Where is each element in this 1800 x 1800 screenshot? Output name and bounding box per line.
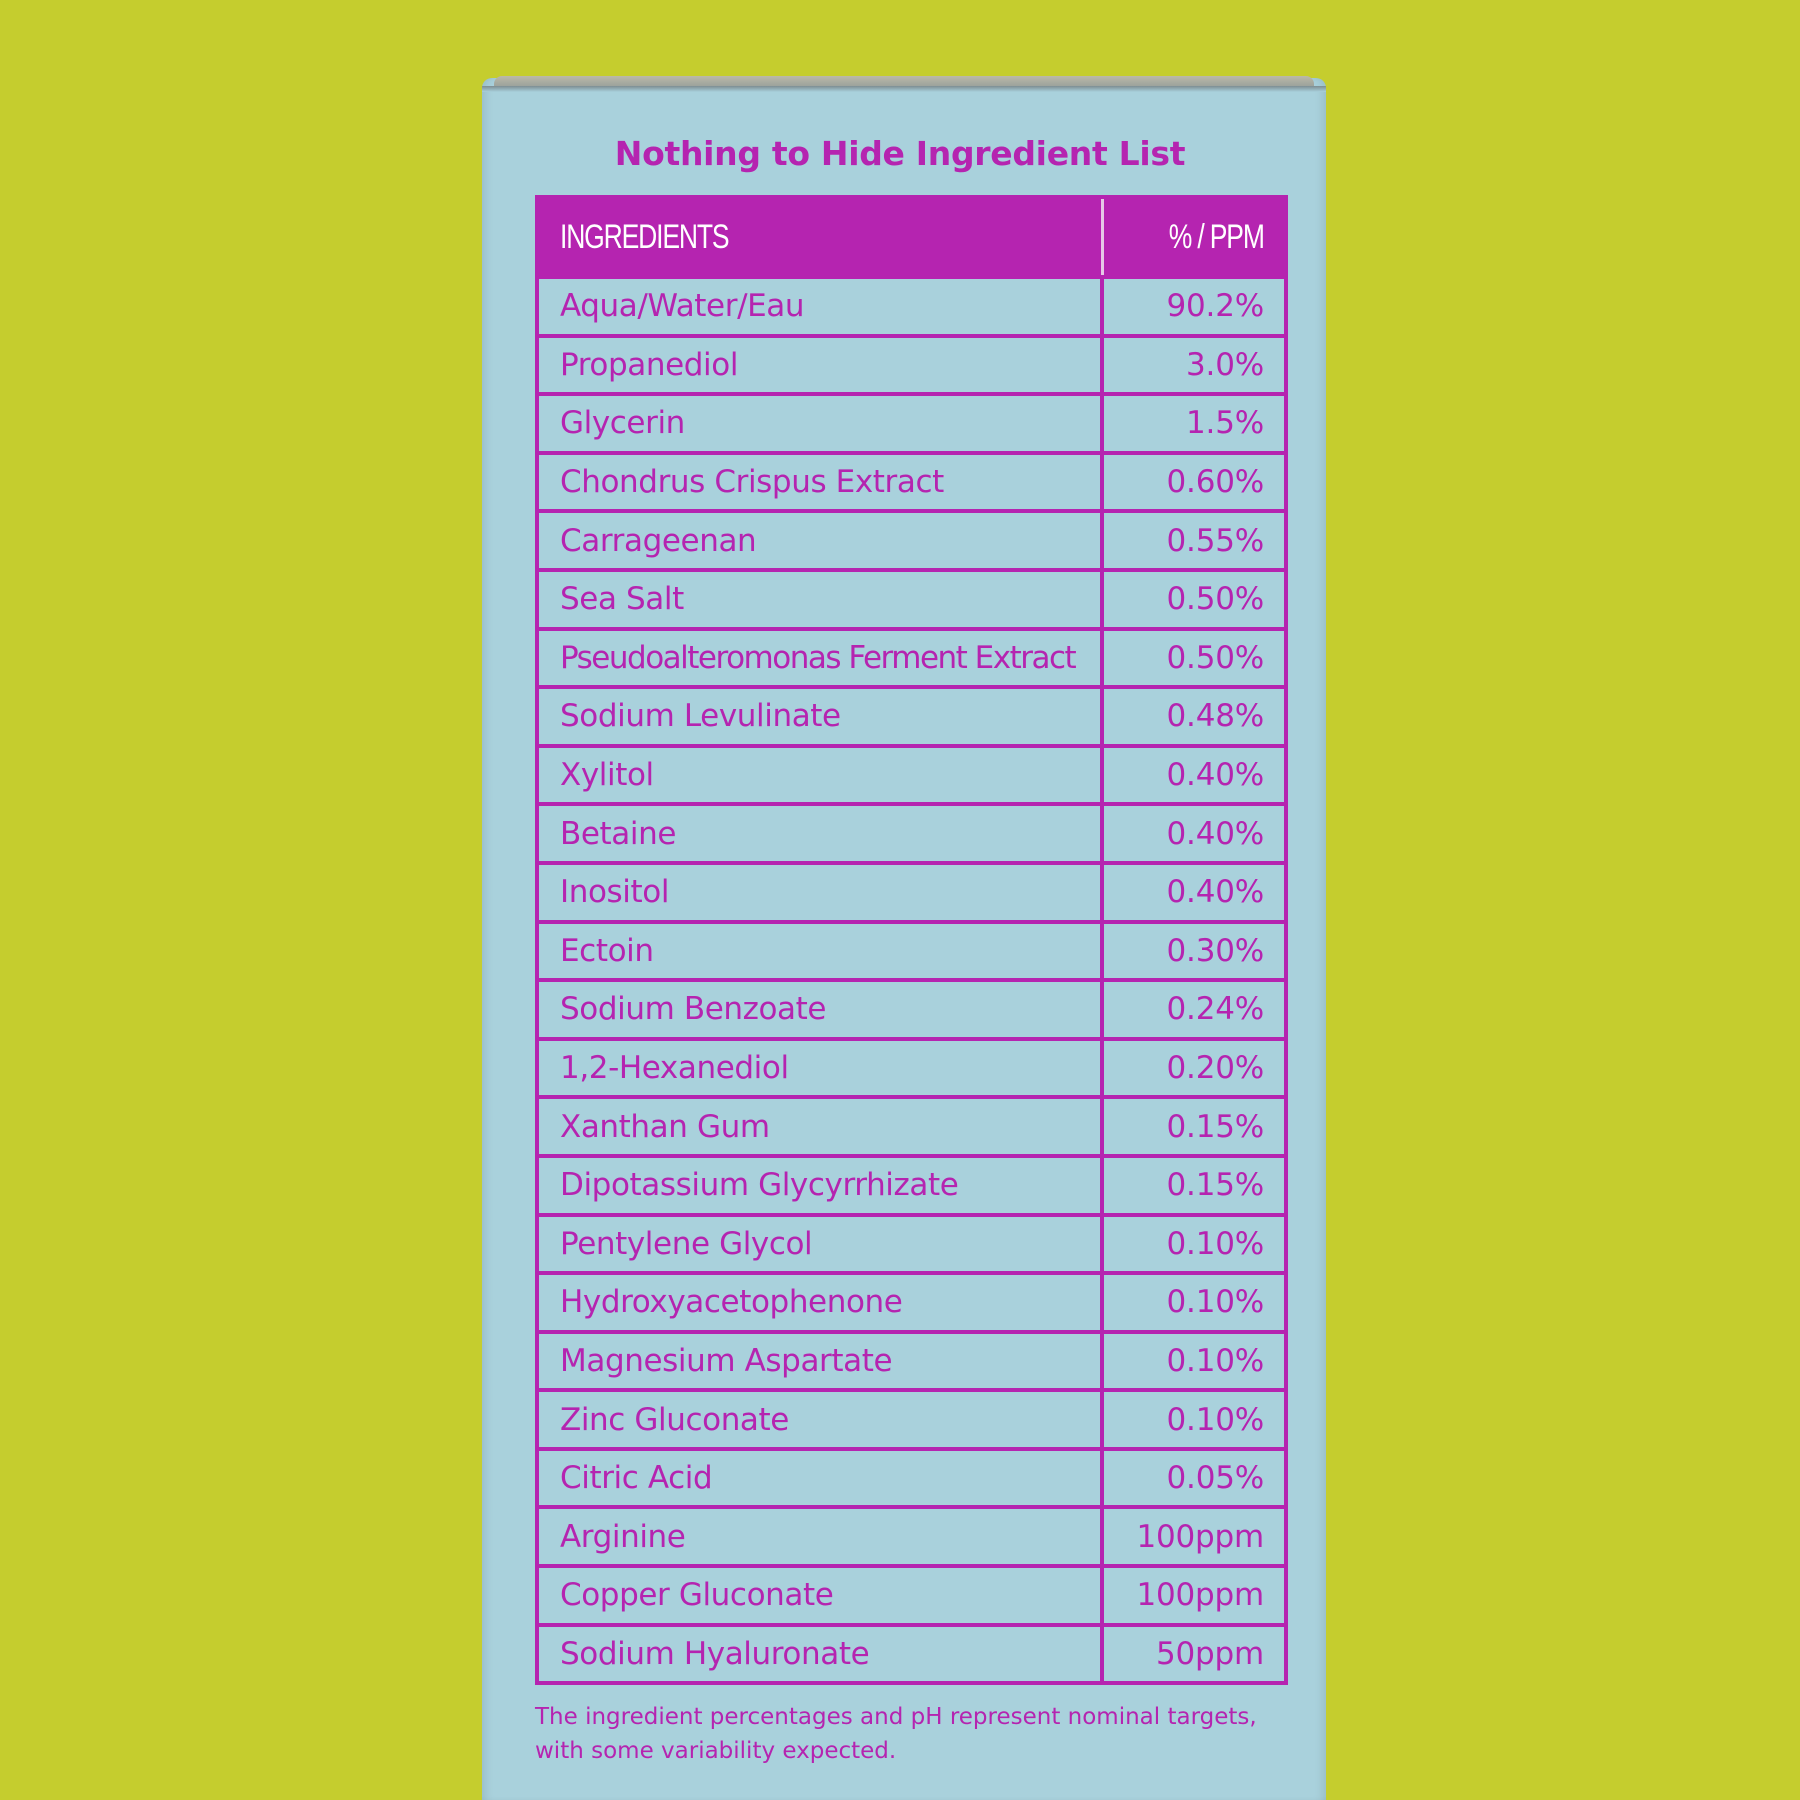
ingredient-name: Xanthan Gum <box>539 1099 1104 1154</box>
ingredient-amount: 0.10% <box>1166 1401 1264 1438</box>
table-row <box>539 861 1284 920</box>
table-body <box>539 275 1284 1681</box>
ingredient-name: Xylitol <box>539 748 1104 803</box>
table-row <box>539 1095 1284 1154</box>
ingredient-amount: 90.2% <box>1166 288 1264 325</box>
table-row <box>539 1154 1284 1213</box>
table-row <box>539 509 1284 568</box>
footnote: The ingredient percentages and pH represent nominal targets, with some variability expected. <box>535 1704 1257 1764</box>
ingredient-name: Hydroxyacetophenone <box>539 1275 1104 1330</box>
table-header <box>539 199 1284 275</box>
table-row <box>539 275 1284 334</box>
ingredient-amount: 0.60% <box>1166 464 1264 501</box>
table-row <box>539 920 1284 979</box>
ingredient-amount: 3.0% <box>1186 346 1264 383</box>
ingredient-amount: 0.30% <box>1166 932 1264 969</box>
ingredient-name: Magnesium Aspartate <box>539 1334 1104 1389</box>
ingredient-name: Sea Salt <box>539 572 1104 627</box>
ingredient-name: Glycerin <box>539 396 1104 451</box>
table-row <box>539 1388 1284 1447</box>
ingredient-amount: 100ppm <box>1136 1577 1264 1614</box>
ingredient-amount: 0.15% <box>1166 1167 1264 1204</box>
table-row <box>539 1271 1284 1330</box>
ingredient-amount: 100ppm <box>1136 1518 1264 1555</box>
ingredient-name: Dipotassium Glycyrrhizate <box>539 1158 1104 1213</box>
header-cell-amount <box>1104 199 1284 275</box>
ingredient-amount: 0.55% <box>1166 522 1264 559</box>
ingredient-name: Pentylene Glycol <box>539 1217 1104 1272</box>
table-row <box>539 451 1284 510</box>
ingredient-name: Arginine <box>539 1509 1104 1564</box>
ingredient-list-title: Nothing to Hide Ingredient List <box>614 134 1186 173</box>
ingredient-amount: 0.15% <box>1166 1108 1264 1145</box>
header-label-amount: % / PPM <box>1169 217 1264 256</box>
table-row <box>539 744 1284 803</box>
table-row <box>539 978 1284 1037</box>
ingredient-name: Aqua/Water/Eau <box>539 279 1104 334</box>
ingredient-amount: 0.10% <box>1166 1342 1264 1379</box>
table-row <box>539 1623 1284 1682</box>
table-row <box>539 627 1284 686</box>
ingredient-name: Ectoin <box>539 924 1104 979</box>
table-row <box>539 392 1284 451</box>
ingredient-name: Betaine <box>539 806 1104 861</box>
ingredient-name: 1,2-Hexanediol <box>539 1041 1104 1096</box>
table-row <box>539 1447 1284 1506</box>
ingredient-name: Copper Gluconate <box>539 1568 1104 1623</box>
header-cell-ingredients <box>539 199 1104 275</box>
ingredient-amount: 0.10% <box>1166 1225 1264 1262</box>
ingredient-amount: 0.20% <box>1166 1050 1264 1087</box>
table-row <box>539 1505 1284 1564</box>
ingredient-amount: 0.05% <box>1166 1460 1264 1497</box>
ingredient-name: Sodium Benzoate <box>539 982 1104 1037</box>
ingredient-name: Chondrus Crispus Extract <box>539 455 1104 510</box>
ingredient-amount: 0.10% <box>1166 1284 1264 1321</box>
ingredient-name: Zinc Gluconate <box>539 1392 1104 1447</box>
ingredient-amount: 1.5% <box>1186 405 1264 442</box>
box-top-edge <box>482 86 1326 92</box>
ingredient-name: Carrageenan <box>539 513 1104 568</box>
ingredient-amount: 0.40% <box>1166 815 1264 852</box>
table-row <box>539 568 1284 627</box>
table-row <box>539 334 1284 393</box>
ingredient-table <box>535 195 1288 1685</box>
table-row <box>539 802 1284 861</box>
ingredient-amount: 0.50% <box>1166 639 1264 676</box>
ingredient-name: Inositol <box>539 865 1104 920</box>
ingredient-amount: 50ppm <box>1156 1635 1264 1672</box>
table-row <box>539 1213 1284 1272</box>
ingredient-name: Propanediol <box>539 338 1104 393</box>
ingredient-name: Sodium Hyaluronate <box>539 1627 1104 1682</box>
header-label-ingredients: INGREDIENTS <box>560 217 729 256</box>
ingredient-name: Pseudoalteromonas Ferment Extract <box>539 631 1104 686</box>
ingredient-name: Citric Acid <box>539 1451 1104 1506</box>
ingredient-amount: 0.40% <box>1166 757 1264 794</box>
table-row <box>539 1330 1284 1389</box>
table-row <box>539 685 1284 744</box>
ingredient-name: Sodium Levulinate <box>539 689 1104 744</box>
table-row <box>539 1564 1284 1623</box>
ingredient-amount: 0.48% <box>1166 698 1264 735</box>
ingredient-amount: 0.50% <box>1166 581 1264 618</box>
table-row <box>539 1037 1284 1096</box>
ingredient-amount: 0.40% <box>1166 874 1264 911</box>
ingredient-amount: 0.24% <box>1166 991 1264 1028</box>
